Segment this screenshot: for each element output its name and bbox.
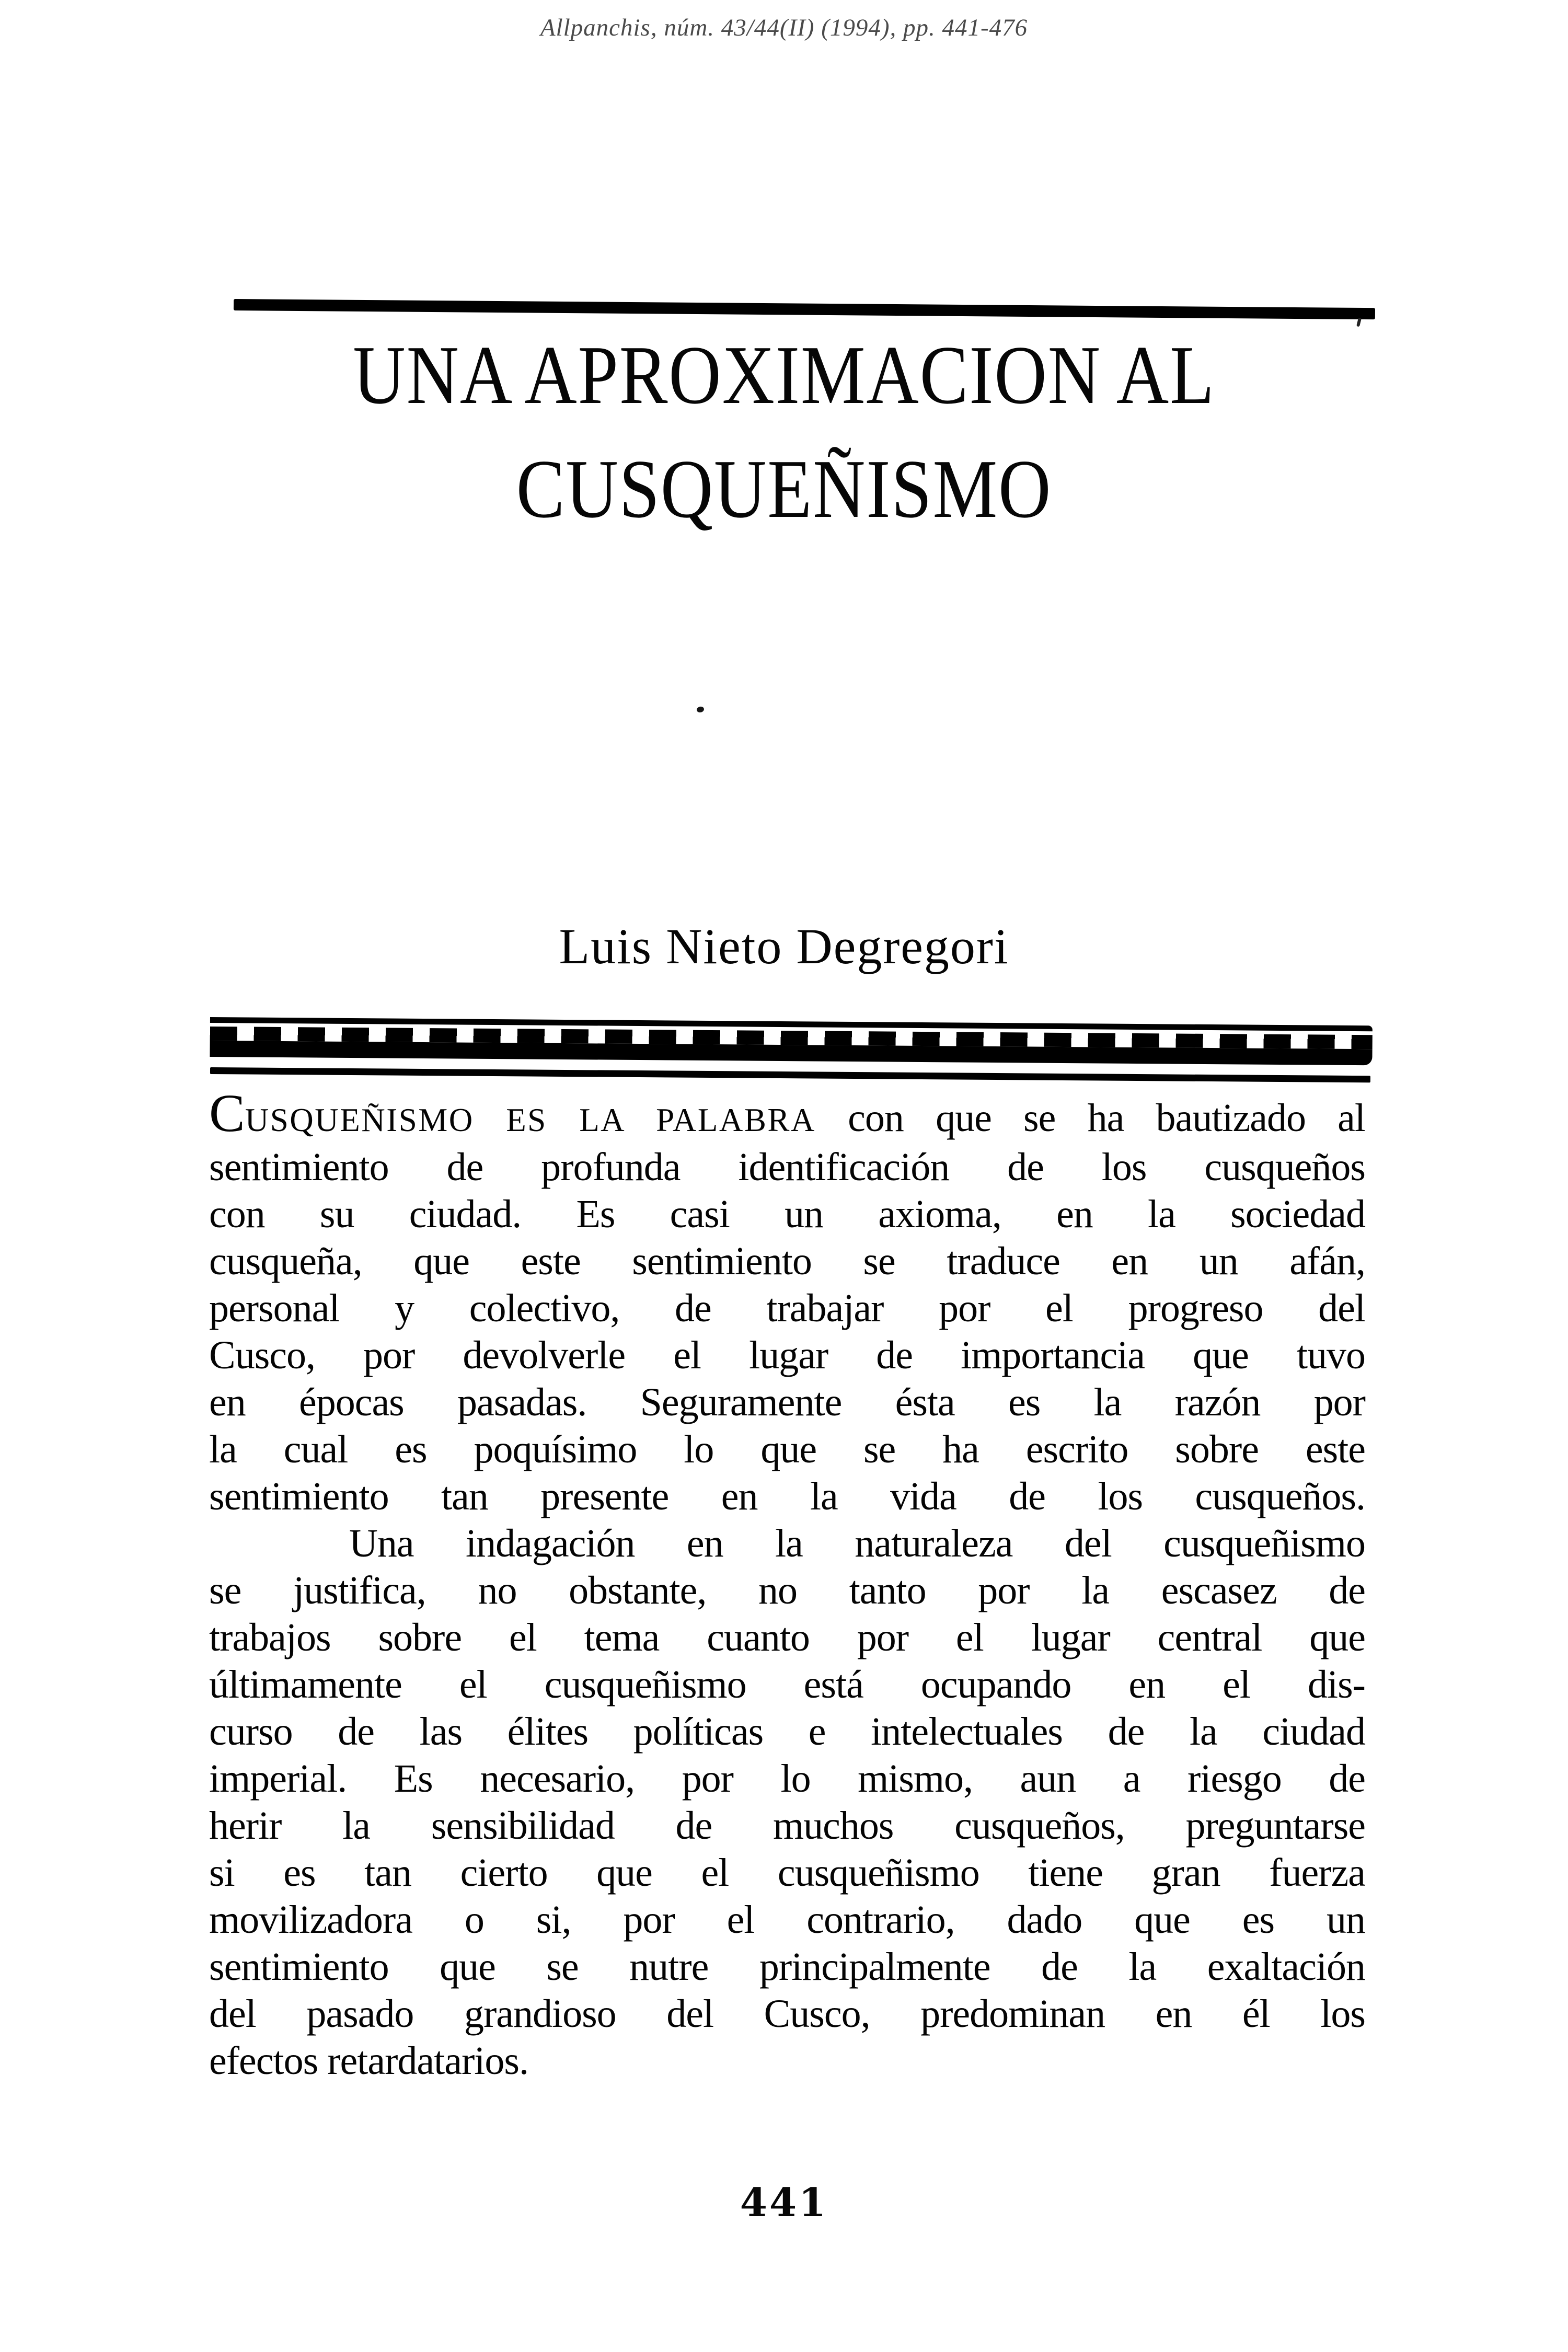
body-line: sentimiento tan presente en la vida de los cusqueños. [209,1474,1365,1518]
body-line: personal y colectivo, de trabajar por el progreso del [209,1286,1365,1330]
ornament-sub-rule [210,1067,1370,1082]
page-number: 441 [740,2180,828,2226]
body-line: movilizadora o si, por el contrario, dado que es un [209,1898,1365,1942]
body-line: en épocas pasadas. Seguramente ésta es la razón por [209,1380,1365,1424]
body-line: del pasado grandioso del Cusco, predominan en él los [209,1992,1365,2036]
body-line: herir la sensibilidad de muchos cusqueños, preguntarse [209,1804,1365,1848]
lead-line-rest: con que se ha bautizado al [848,1096,1366,1140]
title-rule [234,299,1375,319]
body-line-lead [209,1083,1366,1144]
body-line: efectos retardatarios. [209,2039,528,2083]
paragraph-2 [209,1520,1365,2084]
body-line: imperial. Es necesario, por lo mismo, aun a riesgo de [209,1757,1365,1801]
ornament-band [210,1017,1372,1065]
body-line: sentimiento que se nutre principalmente de la exaltación [209,1945,1365,1989]
body-line: curso de las élites políticas e intelectuales de la ciudad [209,1710,1365,1754]
body-line: sentimiento de profunda identificación de los cusqueños [209,1145,1365,1189]
article-title-line1: UNA APROXIMACION AL [353,328,1215,421]
journal-citation: Allpanchis, núm. 43/44(II) (1994), pp. 441-476 [540,14,1028,41]
author-name: Luis Nieto Degregori [559,918,1009,974]
article-title [102,318,1466,546]
body-line: si es tan cierto que el cusqueñismo tiene gran fuerza [209,1851,1365,1895]
body-line: trabajos sobre el tema cuanto por el lugar central que [209,1616,1365,1659]
body-line: con su ciudad. Es casi un axioma, en la sociedad [209,1192,1365,1236]
body-line: últimamente el cusqueñismo está ocupando en el dis- [209,1663,1365,1707]
article-body [209,1083,1366,2084]
body-line: Cusco, por devolverle el lugar de importancia que tuvo [209,1333,1365,1377]
body-line: cusqueña, que este sentimiento se traduce en un afán, [209,1239,1365,1283]
body-line: Una indagación en la naturaleza del cusqueñismo [349,1521,1365,1565]
stray-dot [696,706,705,713]
lead-capital: C [209,1083,245,1143]
body-line: se justifica, no obstante, no tanto por la escasez de [209,1569,1365,1612]
paragraph-1 [209,1083,1366,1520]
body-line: la cual es poquísimo lo que se ha escrito sobre este [209,1427,1365,1471]
article-title-line2: CUSQUEÑISMO [516,442,1052,535]
lead-small-caps: USQUEÑISMO ES LA PALABRA [245,1102,816,1138]
